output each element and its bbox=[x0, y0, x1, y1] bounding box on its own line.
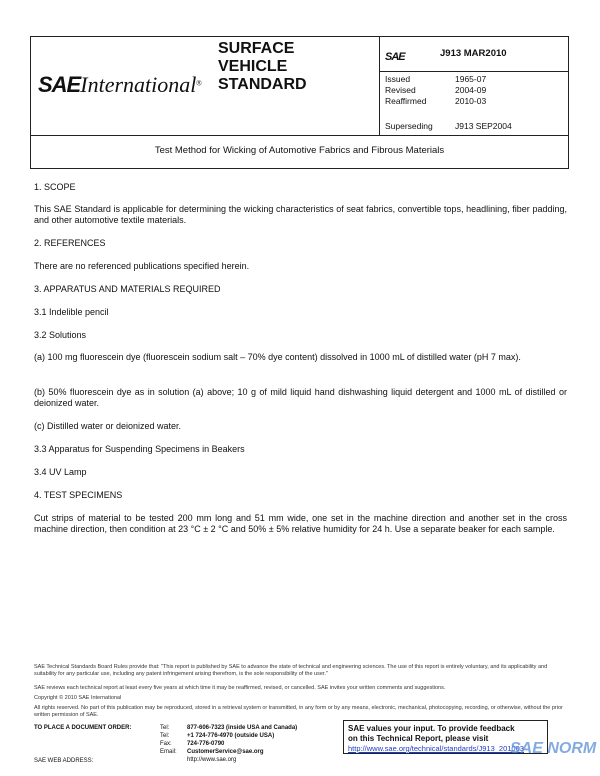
solution-b: (b) 50% fluorescein dye as in solution (a) above; 10 g of mild liquid hand dishwashing liquid detergent and 1000 mL of distilled or deionized water. bbox=[34, 387, 567, 408]
section-1-heading: 1. SCOPE bbox=[34, 182, 76, 192]
footer-note-1: SAE Technical Standards Board Rules provide that: "This report is published by SAE to advance the state of technical and engineering sciences. The use of this report is entirely voluntary, and its applicability and suitability for any particular use, including any patent infringement arising therefrom, is the sole responsibility of the user." bbox=[34, 664, 548, 677]
header-meta-divider bbox=[379, 71, 569, 72]
contact-label: Email: bbox=[160, 749, 177, 755]
logo-sae-text: SAE bbox=[38, 72, 81, 97]
contact-value: +1 724-776-4970 (outside USA) bbox=[187, 733, 275, 739]
section-1-text: This SAE Standard is applicable for determining the wicking characteristics of seat fabrics, convertible tops, headlining, fiber padding, and other automotive textile materials. bbox=[34, 204, 567, 225]
section-4-text: Cut strips of material to be tested 200 mm long and 51 mm wide, one set in the machine direction and another set in the cross machine direction, then condition at 23 °C ± 2 °C and 50% ± 5% relative humidity for 24 h. Use a separate beaker for each sample. bbox=[34, 513, 567, 534]
contact-value: 724-776-0790 bbox=[187, 741, 225, 747]
web-link[interactable]: http://www.sae.org bbox=[187, 757, 237, 763]
contact-row bbox=[160, 756, 340, 764]
feedback-line-2: on this Technical Report, please visit bbox=[348, 734, 489, 743]
feedback-link[interactable]: http://www.sae.org/technical/standards/J913_201003 bbox=[348, 744, 524, 753]
contact-row bbox=[160, 748, 340, 756]
meta-superseding bbox=[385, 121, 512, 131]
solution-a: (a) 100 mg fluorescein dye (fluorescein sodium salt – 70% dye content) dissolved in 1000 mL of distilled water (pH 7 max). bbox=[34, 352, 521, 362]
meta-revised bbox=[385, 85, 487, 95]
contact-label: Fax: bbox=[160, 741, 172, 747]
logo-trademark: ® bbox=[196, 80, 202, 88]
contact-label: Tel: bbox=[160, 733, 170, 739]
section-3-heading: 3. APPARATUS AND MATERIALS REQUIRED bbox=[34, 284, 221, 294]
section-2-text: There are no referenced publications specified herein. bbox=[34, 261, 250, 271]
contact-value: CustomerService@sae.org bbox=[187, 749, 264, 755]
doc-number: J913 MAR2010 bbox=[440, 48, 507, 59]
address-label: SAE WEB ADDRESS: bbox=[34, 758, 94, 764]
doc-type-line-1: SURFACE bbox=[218, 40, 295, 57]
contact-value: 877-606-7323 (inside USA and Canada) bbox=[187, 725, 298, 731]
contact-row bbox=[160, 732, 340, 740]
contact-row bbox=[160, 724, 340, 732]
logo-international-text: International bbox=[80, 72, 197, 97]
meta-reaffirmed bbox=[385, 96, 487, 106]
doc-type-line-3: STANDARD bbox=[218, 76, 307, 93]
order-label: TO PLACE A DOCUMENT ORDER: bbox=[34, 725, 132, 731]
watermark-logo: SAE NORM bbox=[510, 740, 597, 757]
contact-row bbox=[160, 740, 340, 748]
meta-value: 2010-03 bbox=[455, 96, 487, 106]
doc-number-block bbox=[385, 47, 507, 65]
solution-c: (c) Distilled water or deionized water. bbox=[34, 421, 182, 431]
section-3-3: 3.3 Apparatus for Suspending Specimens in Beakers bbox=[34, 444, 245, 454]
meta-label: Issued bbox=[385, 74, 411, 84]
feedback-line-1: SAE values your input. To provide feedback bbox=[348, 724, 515, 733]
section-4-heading: 4. TEST SPECIMENS bbox=[34, 490, 123, 500]
contact-label: Tel: bbox=[160, 725, 170, 731]
sae-logo bbox=[38, 72, 202, 98]
doc-type-line-2: VEHICLE bbox=[218, 58, 288, 75]
header-divider bbox=[379, 36, 380, 136]
document-title: Test Method for Wicking of Automotive Fabrics and Fibrous Materials bbox=[154, 145, 445, 156]
meta-issued bbox=[385, 74, 487, 84]
section-3-1: 3.1 Indelible pencil bbox=[34, 307, 109, 317]
section-3-4: 3.4 UV Lamp bbox=[34, 467, 87, 477]
section-2-heading: 2. REFERENCES bbox=[34, 238, 106, 248]
meta-value: 1965-07 bbox=[455, 74, 487, 84]
contact-list bbox=[160, 724, 340, 764]
sae-small-logo: SAE bbox=[385, 51, 405, 63]
meta-label: Reaffirmed bbox=[385, 96, 427, 106]
doc-type bbox=[218, 40, 307, 94]
meta-value: 2004-09 bbox=[455, 85, 487, 95]
footer-note-2: SAE reviews each technical report at least every five years at which time it may be reaffirmed, revised, or cancelled. SAE invites your written comments and suggestions. bbox=[34, 685, 446, 691]
meta-label: Revised bbox=[385, 85, 416, 95]
footer-copyright: Copyright © 2010 SAE International bbox=[34, 695, 122, 701]
footer-rights: All rights reserved. No part of this publication may be reproduced, stored in a retrieval system or transmitted, in any form or by any means, electronic, mechanical, photocopying, recording, or otherwise, without the prior written permission of SAE. bbox=[34, 705, 563, 718]
section-3-2: 3.2 Solutions bbox=[34, 330, 87, 340]
meta-value: J913 SEP2004 bbox=[455, 121, 512, 131]
meta-label: Superseding bbox=[385, 121, 433, 131]
